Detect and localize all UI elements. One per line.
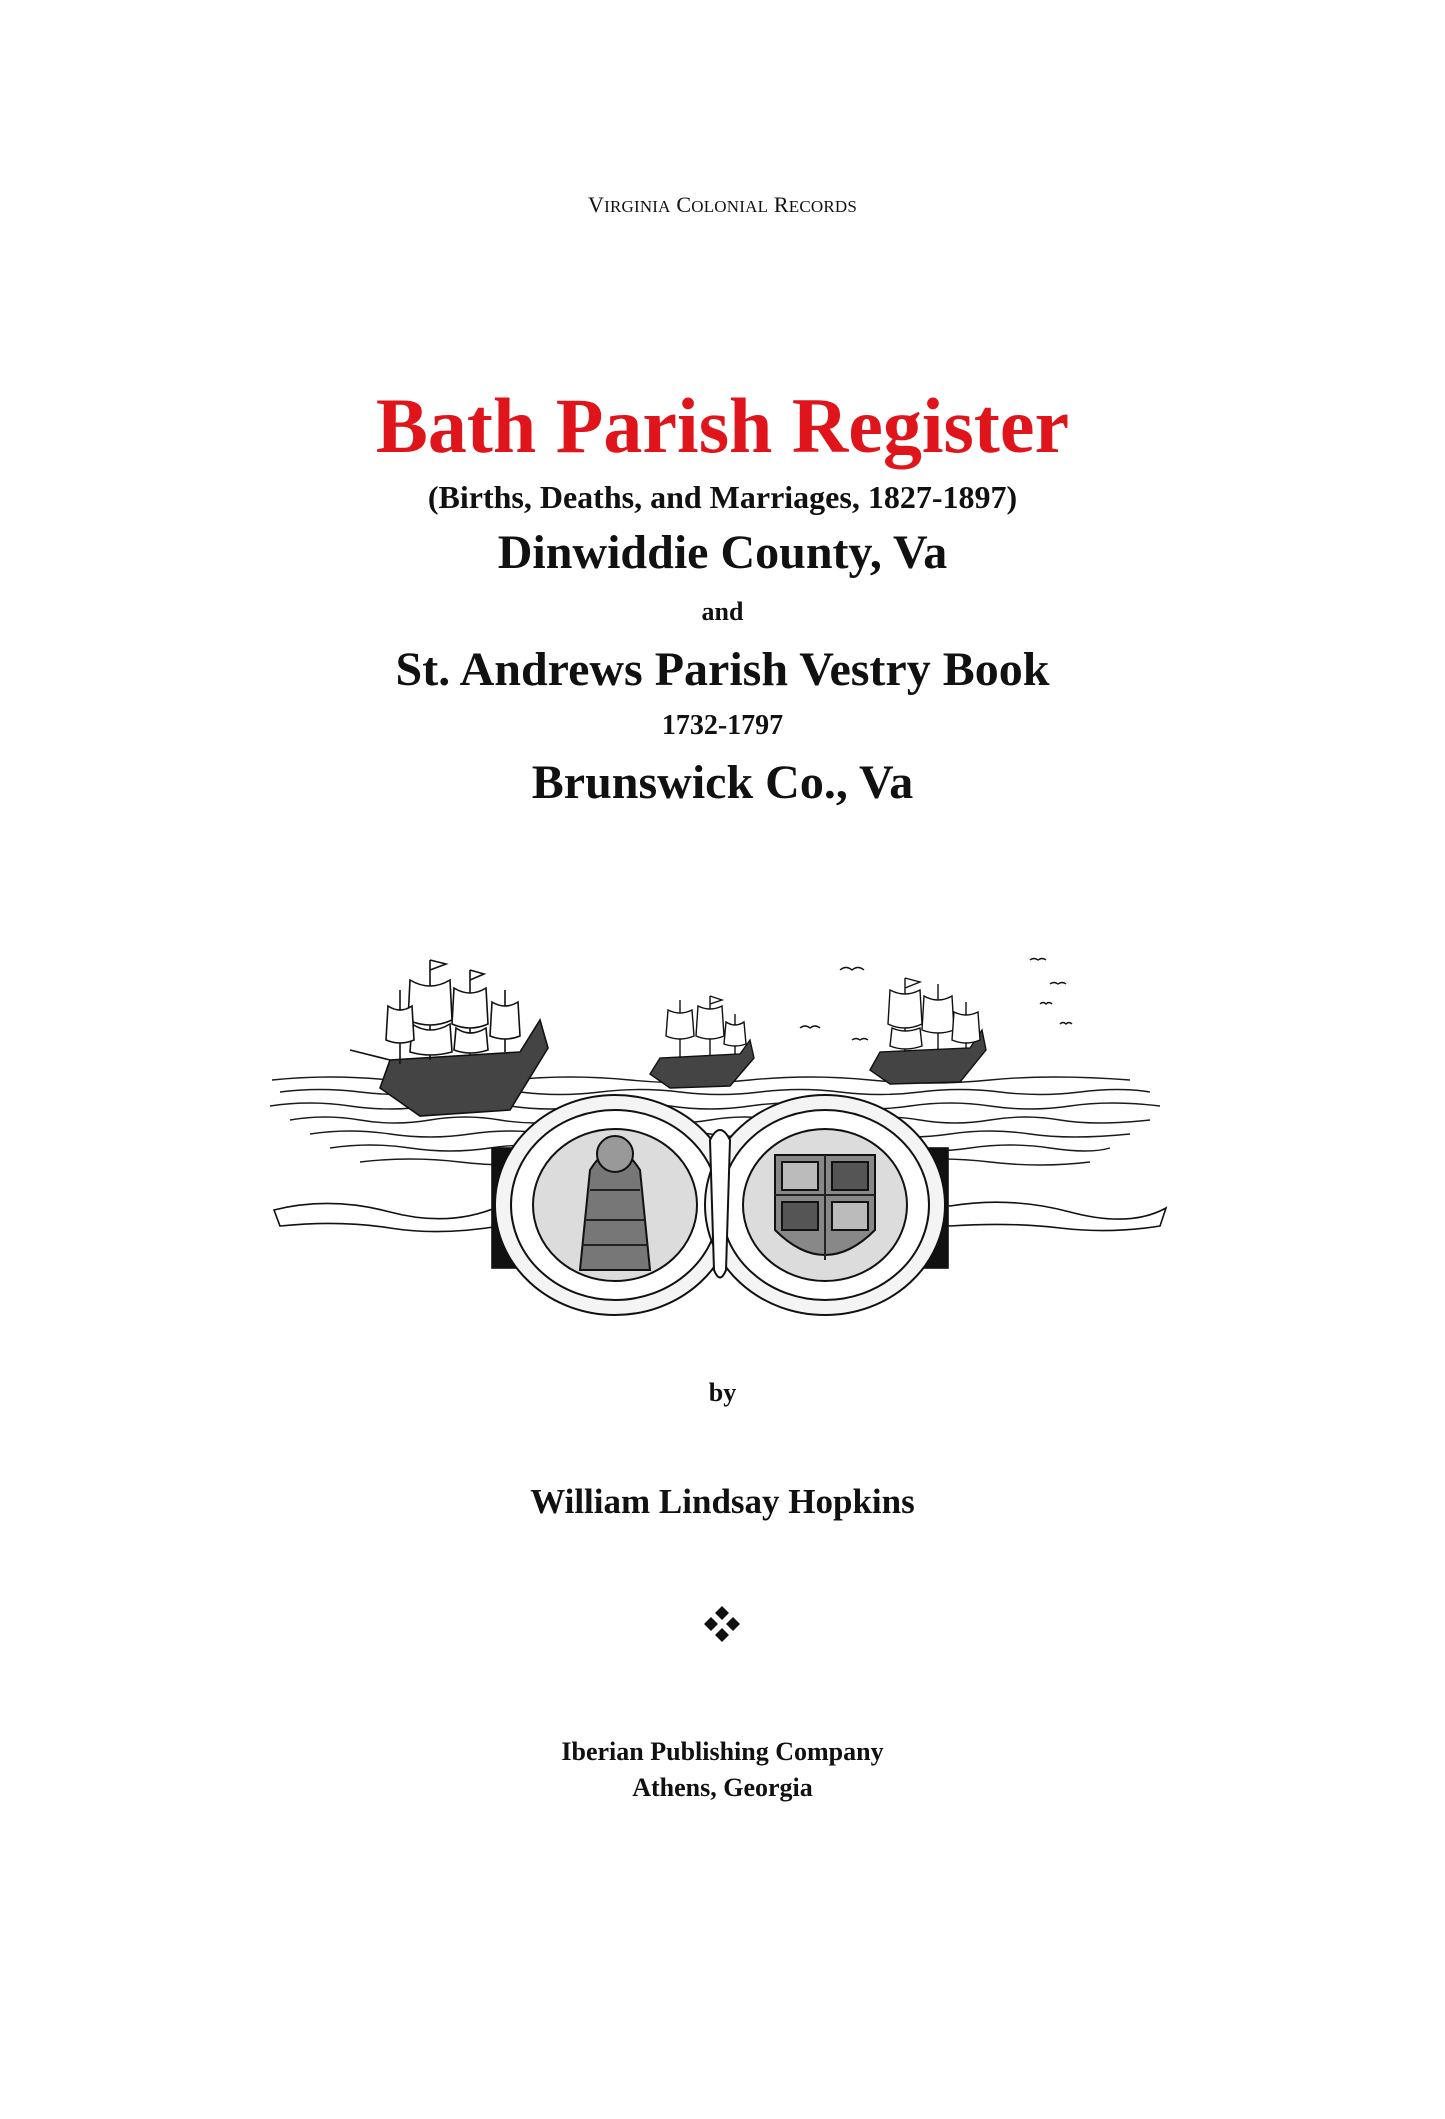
publisher-block (0, 1734, 1445, 1806)
ships-and-seals-illustration (270, 940, 1170, 1320)
author-name: William Lindsay Hopkins (530, 1482, 915, 1521)
title-block (0, 378, 1445, 816)
vestry-book-title: St. Andrews Parish Vestry Book (395, 643, 1050, 696)
series-word-1-rest: IRGINIA (604, 197, 671, 216)
publisher-name: Iberian Publishing Company (561, 1737, 884, 1766)
galleon-right (870, 978, 986, 1084)
conjunction: and (701, 597, 744, 626)
series-word-3-rest: ECORDS (788, 197, 858, 216)
series-heading (0, 192, 1445, 218)
book-subtitle: (Births, Deaths, and Marriages, 1827-1897) (427, 479, 1018, 515)
county-heading: Dinwiddie County, Va (497, 526, 948, 579)
four-diamond-ornament-icon (702, 1604, 742, 1644)
vestry-years: 1732-1797 (661, 710, 784, 741)
series-word-2-rest: OLONIAL (691, 197, 769, 216)
series-word-3-initial: R (773, 192, 789, 217)
left-seal (495, 1095, 735, 1315)
publisher-location: Athens, Georgia (632, 1773, 813, 1802)
second-county-heading: Brunswick Co., Va (531, 756, 914, 809)
book-title: Bath Parish Register (375, 382, 1070, 469)
by-line: by (708, 1378, 737, 1407)
right-seal (705, 1095, 945, 1315)
series-word-2-initial: C (676, 192, 692, 217)
seal-clasp (710, 1130, 730, 1278)
galleon-middle (650, 996, 754, 1088)
series-word-1-initial: V (587, 192, 605, 217)
galleon-left (350, 960, 548, 1116)
